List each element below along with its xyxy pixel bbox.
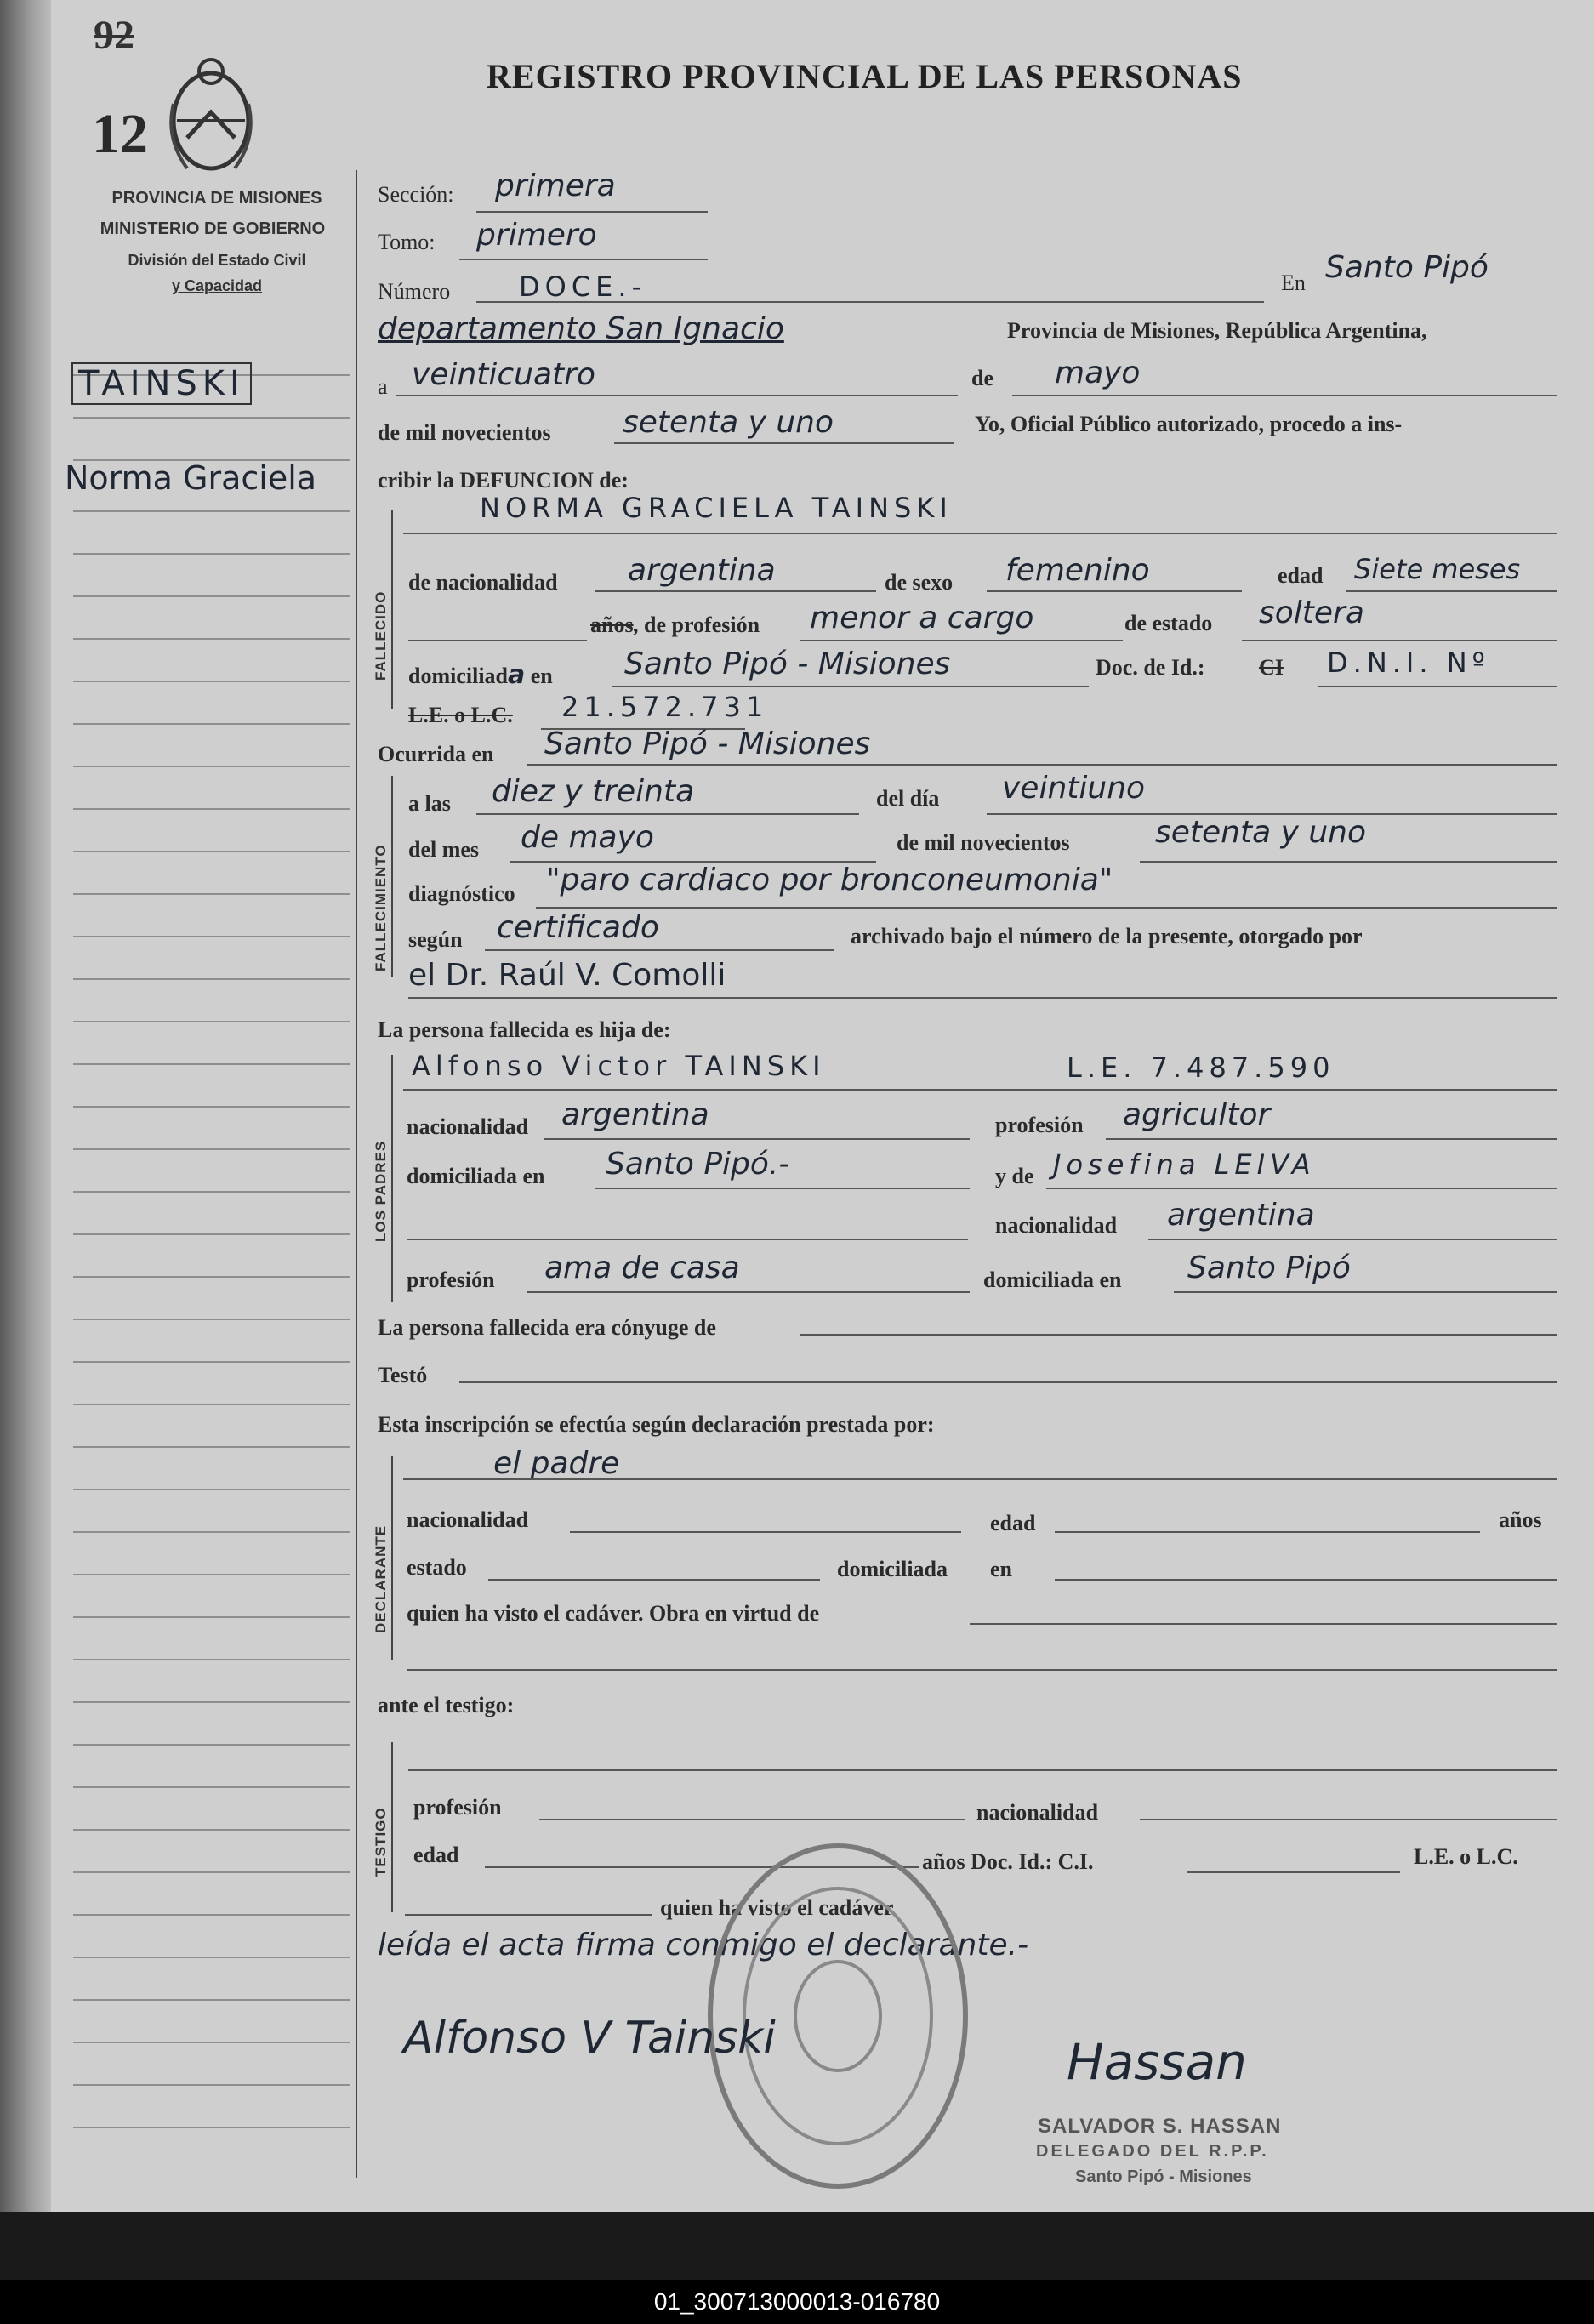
padre-profesion-label: profesión xyxy=(995,1113,1084,1137)
le-lc-struck-label: L.E. o L.C. xyxy=(408,703,513,727)
margin-rule xyxy=(73,1999,350,2001)
padre-doc-value: L.E. 7.487.590 xyxy=(1067,1051,1335,1084)
seccion-label: Sección: xyxy=(378,182,454,207)
dia-fallecimiento-value: veintiuno xyxy=(1002,771,1146,806)
margin-rule xyxy=(73,1489,350,1490)
madre-domicilio-value: Santo Pipó xyxy=(1187,1250,1351,1285)
margin-rule xyxy=(73,1744,350,1746)
margin-rule xyxy=(73,638,350,640)
fallecido-bracket xyxy=(391,510,393,709)
margin-rule xyxy=(73,1446,350,1448)
tomo-label: Tomo: xyxy=(378,230,436,254)
declarante-edad-label: edad xyxy=(990,1511,1036,1535)
field-rule xyxy=(1174,1291,1557,1293)
margin-given-names: Norma Graciela xyxy=(65,459,317,497)
diagnostico-value: "paro cardiaco por bronconeumonia" xyxy=(546,863,1113,897)
margin-rule xyxy=(73,553,350,555)
de-mil-nov-label: de mil novecientos xyxy=(897,830,1070,855)
field-rule xyxy=(403,1089,1557,1091)
margin-rule xyxy=(73,1829,350,1831)
numero-label: Número xyxy=(378,279,451,304)
field-rule xyxy=(1242,640,1557,641)
madre-value: Josefina LEIVA xyxy=(1053,1148,1316,1181)
field-rule xyxy=(403,533,1557,534)
declarante-bracket xyxy=(391,1456,393,1660)
field-rule xyxy=(488,1579,820,1581)
margin-rule xyxy=(73,1361,350,1363)
nombre-fallecido-value: NORMA GRACIELA TAINSKI xyxy=(480,492,953,524)
padre-domicilio-value: Santo Pipó.- xyxy=(606,1147,790,1182)
y-de-label: y de xyxy=(995,1164,1034,1188)
declarante-nacionalidad-label: nacionalidad xyxy=(407,1507,529,1532)
field-rule xyxy=(595,1188,970,1189)
nacionalidad-value: argentina xyxy=(628,553,776,588)
numero-value: DOCE.- xyxy=(519,271,647,303)
seccion-value: primera xyxy=(495,168,616,203)
madre-profesion-label: profesión xyxy=(407,1267,495,1292)
margin-rule xyxy=(73,1914,350,1916)
field-rule xyxy=(1012,395,1557,396)
testigo-profesion-label: profesión xyxy=(413,1795,502,1820)
testigo-anos-doc-label: años Doc. Id.: C.I. xyxy=(922,1849,1094,1874)
field-rule xyxy=(527,764,1557,766)
field-rule xyxy=(595,590,876,592)
field-rule xyxy=(408,997,1557,999)
field-rule xyxy=(1140,861,1557,863)
margin-rule xyxy=(73,766,350,767)
anos-struck-label: años xyxy=(590,612,634,637)
margin-rule xyxy=(73,595,350,597)
field-rule xyxy=(407,1669,1557,1671)
image-id-label: 01_300713000013-016780 xyxy=(653,2288,941,2315)
domicilio-fallecido-value: Santo Pipó - Misiones xyxy=(624,647,951,681)
madre-domicilio-label: domiciliada en xyxy=(983,1267,1122,1292)
field-rule xyxy=(459,1381,1557,1383)
margin-rule xyxy=(73,1616,350,1618)
quien-ha-visto-label: quien ha visto el cadáver. Obra en virtud de xyxy=(407,1601,820,1626)
domiciliad-label xyxy=(408,660,553,690)
margin-rule xyxy=(73,1786,350,1788)
field-rule xyxy=(1140,1819,1557,1820)
field-rule xyxy=(485,949,834,951)
margin-rule xyxy=(73,1319,350,1320)
margin-rule xyxy=(73,1063,350,1065)
padre-profesion-value: agricultor xyxy=(1123,1097,1271,1132)
dia-value: veinticuatro xyxy=(412,357,595,392)
estado-fallecido-label: de estado xyxy=(1124,611,1213,635)
margin-rule xyxy=(73,1701,350,1703)
page-title: REGISTRO PROVINCIAL DE LAS PERSONAS xyxy=(487,57,1243,95)
field-rule xyxy=(1318,686,1557,687)
margin-rule xyxy=(73,893,350,895)
declarante-estado-label: estado xyxy=(407,1555,467,1580)
fallecimiento-side-label: FALLECIMIENTO xyxy=(373,844,389,971)
margin-rule xyxy=(73,510,350,512)
field-rule xyxy=(536,907,1557,909)
margin-rule xyxy=(73,2084,350,2086)
domiciliad-suffix: a xyxy=(508,660,526,690)
nacionalidad-label: de nacionalidad xyxy=(408,570,558,595)
stamp-name: SALVADOR S. HASSAN xyxy=(1038,2115,1282,2138)
declaracion-label: Esta inscripción se efectúa según declaración prestada por: xyxy=(378,1412,935,1437)
edad-label: edad xyxy=(1278,563,1324,588)
departamento-value: departamento San Ignacio xyxy=(378,311,784,346)
edad-value: Siete meses xyxy=(1354,553,1521,585)
ci-struck-label: CI xyxy=(1259,655,1284,680)
anio-fallecimiento-value: setenta y uno xyxy=(1155,815,1367,850)
sexo-value: femenino xyxy=(1005,553,1150,588)
estado-fallecido-value: soltera xyxy=(1259,595,1364,630)
field-rule xyxy=(614,442,954,444)
margin-rule xyxy=(73,1106,350,1108)
anio-value: setenta y uno xyxy=(623,405,834,440)
folio-number: 12 xyxy=(92,103,148,165)
margin-rule xyxy=(73,723,350,725)
field-rule xyxy=(1055,1531,1480,1533)
madre-nacionalidad-value: argentina xyxy=(1167,1198,1315,1233)
inscribir-label: cribir la DEFUNCION de: xyxy=(378,468,629,493)
margin-rule xyxy=(73,2127,350,2128)
field-rule xyxy=(405,1914,652,1916)
padre-nacionalidad-value: argentina xyxy=(561,1097,709,1132)
margin-rule xyxy=(73,1574,350,1575)
en-label: En xyxy=(1281,271,1306,295)
field-rule xyxy=(408,1769,1557,1771)
field-rule xyxy=(612,686,1089,687)
del-dia-label: del día xyxy=(876,786,940,811)
sexo-label: de sexo xyxy=(885,570,954,595)
field-rule xyxy=(476,211,708,213)
declarante-side-label: DECLARANTE xyxy=(373,1524,389,1633)
stamp-place: Santo Pipó - Misiones xyxy=(1075,2167,1252,2186)
field-rule xyxy=(403,1478,1557,1480)
field-rule xyxy=(1148,1239,1557,1240)
margin-rule xyxy=(73,417,350,419)
firma-declarante: Alfonso V Tainski xyxy=(403,2013,776,2064)
field-rule xyxy=(459,259,708,260)
field-rule xyxy=(408,640,587,641)
field-rule xyxy=(970,1623,1557,1625)
ocurrida-label: Ocurrida en xyxy=(378,742,494,766)
field-rule xyxy=(987,590,1242,592)
nota-cierre: leída el acta firma conmigo el declarante.- xyxy=(378,1928,1029,1962)
testigo-quien-label: quien ha visto el cadáver xyxy=(660,1895,894,1920)
margin-rule xyxy=(73,1531,350,1533)
field-rule xyxy=(1346,590,1557,592)
field-rule xyxy=(407,1239,968,1240)
testigo-side-label: TESTIGO xyxy=(373,1807,389,1877)
field-rule xyxy=(544,1138,970,1140)
field-rule xyxy=(1106,1138,1557,1140)
madre-nacionalidad-label: nacionalidad xyxy=(995,1213,1118,1238)
domiciliad-word: domiciliad xyxy=(408,664,509,688)
profesion-fallecido-value: menor a cargo xyxy=(810,601,1034,635)
ocurrida-value: Santo Pipó - Misiones xyxy=(544,726,871,761)
margin-surname: TAINSKI xyxy=(71,362,252,405)
a-las-label: a las xyxy=(408,791,451,816)
field-rule xyxy=(800,640,1123,641)
mes-value: mayo xyxy=(1055,356,1141,390)
mes-fallecimiento-value: de mayo xyxy=(521,820,654,855)
testigo-edad-label: edad xyxy=(413,1843,459,1867)
padres-bracket xyxy=(391,1055,393,1302)
diagnostico-label: diagnóstico xyxy=(408,881,515,906)
dni-label-value: D.N.I. Nº xyxy=(1327,647,1490,679)
tomo-value: primero xyxy=(476,218,597,253)
crossed-page-number: 92 xyxy=(94,13,134,58)
padres-side-label: LOS PADRES xyxy=(373,1140,389,1242)
margin-rule xyxy=(73,2042,350,2043)
margin-rule xyxy=(73,1404,350,1405)
declarante-domiciliada-label: domiciliada xyxy=(837,1557,948,1581)
field-rule xyxy=(527,1291,970,1293)
margin-rule xyxy=(73,1957,350,1958)
profesion-fallecido-label: , de profesión xyxy=(633,612,760,637)
field-rule xyxy=(476,813,859,815)
margin-rule xyxy=(73,851,350,852)
medico-value: el Dr. Raúl V. Comolli xyxy=(408,958,726,993)
margin-divider xyxy=(356,170,357,2178)
de-label: de xyxy=(971,366,993,390)
testo-label: Testó xyxy=(378,1363,428,1387)
madre-profesion-value: ama de casa xyxy=(544,1250,740,1285)
hija-de-label: La persona fallecida es hija de: xyxy=(378,1017,671,1042)
fallecido-side-label: FALLECIDO xyxy=(373,590,389,681)
margin-rule xyxy=(73,1021,350,1022)
margin-rule xyxy=(73,1871,350,1873)
ministry-line-3: División del Estado Civil xyxy=(128,252,306,269)
margin-rule xyxy=(73,1233,350,1235)
del-mes-label: del mes xyxy=(408,837,480,862)
de-mil-label: de mil novecientos xyxy=(378,420,551,445)
conyuge-label: La persona fallecida era cónyuge de xyxy=(378,1315,716,1340)
declarante-en-label: en xyxy=(990,1557,1012,1581)
padre-nacionalidad-label: nacionalidad xyxy=(407,1114,529,1139)
hora-value: diez y treinta xyxy=(492,774,695,809)
fallecimiento-bracket xyxy=(391,776,393,977)
segun-label: según xyxy=(408,927,463,952)
provincia-label: Provincia de Misiones, República Argentina, xyxy=(1007,318,1427,343)
field-rule xyxy=(539,1819,965,1820)
field-rule xyxy=(570,1531,961,1533)
stamp-role: DELEGADO DEL R.P.P. xyxy=(1036,2142,1269,2161)
margin-rule xyxy=(73,681,350,682)
ante-testigo-label: ante el testigo: xyxy=(378,1693,515,1717)
coat-of-arms-icon xyxy=(162,53,260,180)
field-rule xyxy=(800,1334,1557,1336)
margin-rule xyxy=(73,1191,350,1193)
field-rule xyxy=(396,395,958,396)
field-rule xyxy=(1187,1871,1400,1873)
ministry-line-4: y Capacidad xyxy=(171,277,263,294)
testigo-bracket xyxy=(391,1742,393,1912)
ministry-line-1: PROVINCIA DE MISIONES xyxy=(111,189,322,208)
scan-bottom-edge xyxy=(0,2212,1594,2280)
padre-domicilio-label: domiciliada en xyxy=(407,1164,545,1188)
margin-rule xyxy=(73,936,350,937)
margin-rule xyxy=(73,1276,350,1278)
doc-id-label: Doc. de Id.: xyxy=(1096,655,1205,680)
oficial-label: Yo, Oficial Público autorizado, procedo a ins- xyxy=(975,412,1403,436)
en-word: en xyxy=(530,664,553,688)
a-label: a xyxy=(378,374,388,399)
padre-value: Alfonso Victor TAINSKI xyxy=(412,1050,826,1082)
field-rule xyxy=(476,301,1264,303)
field-rule xyxy=(1055,1579,1557,1581)
lugar-value: Santo Pipó xyxy=(1325,250,1489,285)
margin-rule xyxy=(73,1148,350,1150)
margin-rule xyxy=(73,808,350,810)
testigo-nacionalidad-label: nacionalidad xyxy=(976,1800,1099,1825)
ministry-line-2: MINISTERIO DE GOBIERNO xyxy=(100,219,326,238)
declarante-value: el padre xyxy=(493,1446,620,1481)
margin-rule xyxy=(73,978,350,980)
margin-rule xyxy=(73,1659,350,1660)
field-rule xyxy=(1046,1188,1557,1189)
declarante-anos-label: años xyxy=(1499,1507,1542,1532)
book-binding xyxy=(0,0,51,2212)
dni-numero-value: 21.572.731 xyxy=(561,691,769,723)
testigo-le-lc-label: L.E. o L.C. xyxy=(1414,1844,1518,1869)
archivado-label: archivado bajo el número de la presente, otorgado por xyxy=(851,924,1363,948)
segun-value: certificado xyxy=(497,910,659,945)
firma-oficial: Hassan xyxy=(1067,2033,1247,2091)
